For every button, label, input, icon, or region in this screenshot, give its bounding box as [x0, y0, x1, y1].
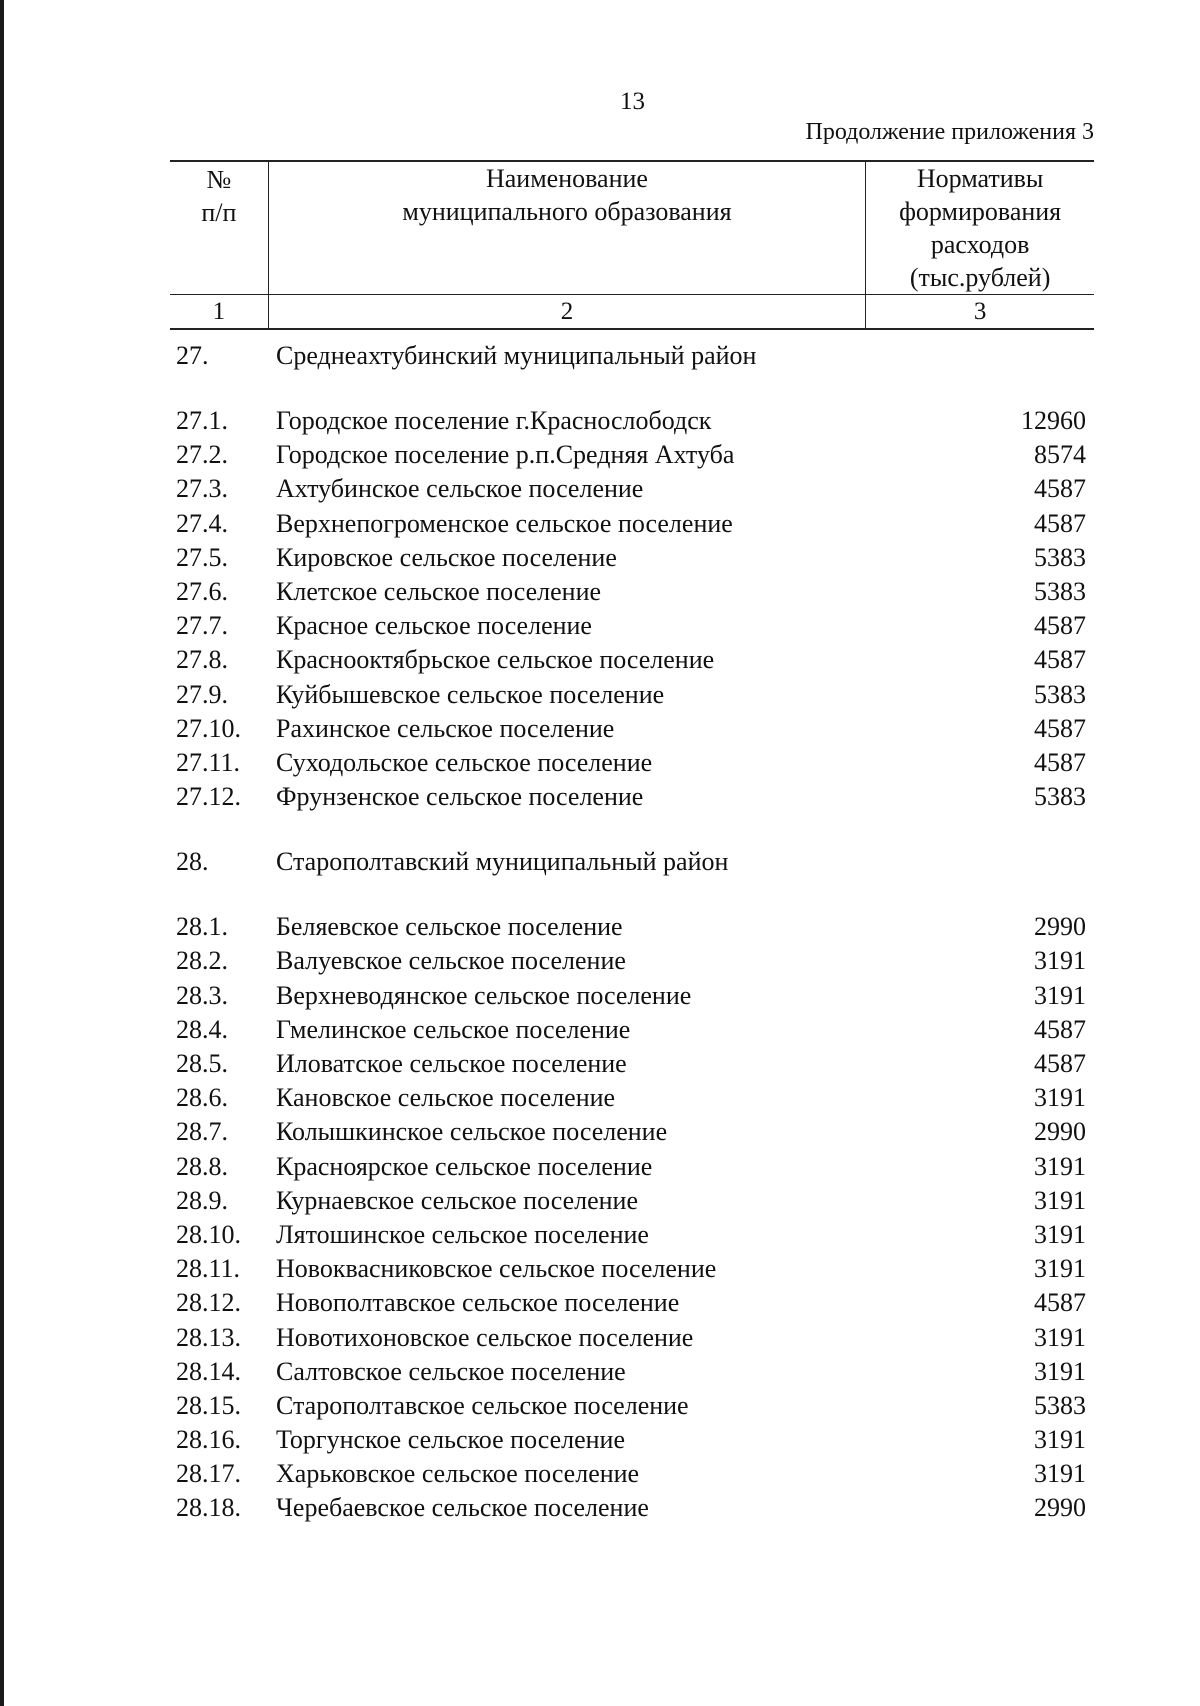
row-name: Куйбышевское сельское поселение — [276, 679, 665, 709]
table-row — [176, 472, 1086, 506]
appendix-note: Продолжение приложения 3 — [805, 119, 1094, 145]
row-name: Старополтавское сельское поселение — [276, 1390, 689, 1420]
row-number: 28.17. — [176, 1459, 241, 1489]
table-row — [176, 1115, 1086, 1149]
row-value: 3191 — [1034, 1185, 1086, 1215]
header-col-name-line: Наименование — [485, 164, 648, 193]
row-value: 5383 — [1034, 576, 1086, 606]
row-name: Новополтавское сельское поселение — [276, 1288, 680, 1318]
row-number: 28.14. — [176, 1356, 241, 1386]
table-row — [176, 746, 1086, 780]
table-row — [176, 1047, 1086, 1081]
row-value: 3191 — [1034, 1151, 1086, 1181]
district-row — [176, 339, 1086, 373]
header-col-name — [268, 161, 866, 295]
row-number: 28.18. — [176, 1493, 241, 1523]
section-gap — [176, 879, 1086, 910]
row-value: 3191 — [1034, 946, 1086, 976]
row-value: 2990 — [1034, 1117, 1086, 1147]
row-value: 4587 — [1034, 474, 1086, 504]
row-name: Новотихоновское сельское поселение — [276, 1322, 694, 1352]
row-number: 28.2. — [176, 946, 228, 976]
row-number: 28.13. — [176, 1322, 241, 1352]
row-value: 5383 — [1034, 679, 1086, 709]
district-title: Старополтавский муниципальный район — [276, 847, 729, 877]
row-name: Курнаевское сельское поселение — [276, 1185, 638, 1215]
row-number: 27.2. — [176, 440, 228, 470]
row-number: 27.12. — [176, 782, 241, 812]
row-name: Лятошинское сельское поселение — [276, 1219, 649, 1249]
table-row — [176, 1355, 1086, 1389]
row-name: Иловатское сельское поселение — [276, 1049, 627, 1078]
table-header — [170, 160, 1094, 330]
header-col-norms-line: формирования — [899, 197, 1062, 226]
table-row — [176, 404, 1086, 438]
header-row — [170, 161, 1094, 295]
row-value: 3191 — [1034, 1356, 1086, 1386]
row-number: 28.7. — [176, 1117, 228, 1147]
row-name: Верхневодянское сельское поселение — [276, 980, 692, 1010]
row-number: 27.9. — [176, 679, 228, 709]
row-name: Торгунское сельское поселение — [276, 1425, 625, 1455]
row-name: Салтовское сельское поселение — [276, 1356, 626, 1386]
row-name: Валуевское сельское поселение — [276, 946, 626, 976]
table-row — [176, 1389, 1086, 1423]
row-value: 5383 — [1034, 1390, 1086, 1420]
row-value: 12960 — [1021, 406, 1086, 435]
row-value: 4587 — [1034, 1288, 1086, 1318]
header-col-name-line: муниципального образования — [402, 197, 732, 226]
row-value: 3191 — [1034, 1459, 1086, 1489]
row-number: 27.11. — [176, 747, 241, 777]
table-row — [176, 1321, 1086, 1355]
table-row — [176, 712, 1086, 746]
row-value: 4587 — [1034, 645, 1086, 675]
row-name: Кировское сельское поселение — [276, 542, 617, 572]
table-row — [176, 438, 1086, 472]
page-number: 13 — [620, 88, 645, 115]
header-col-number-line: № — [206, 165, 232, 194]
table-row — [176, 1150, 1086, 1184]
table-row — [176, 575, 1086, 609]
row-number: 28.8. — [176, 1151, 228, 1181]
column-number: 2 — [268, 295, 866, 330]
row-value: 3191 — [1034, 1219, 1086, 1249]
row-value: 4587 — [1034, 611, 1086, 641]
scan-edge — [0, 0, 4, 1706]
row-value: 2990 — [1034, 1493, 1086, 1523]
row-value: 4587 — [1034, 713, 1086, 743]
row-value: 8574 — [1034, 440, 1086, 470]
row-name: Гмелинское сельское поселение — [276, 1014, 631, 1044]
row-number: 28.4. — [176, 1014, 228, 1044]
row-value: 3191 — [1034, 1322, 1086, 1352]
row-name: Фрунзенское сельское поселение — [276, 782, 644, 812]
table-row — [176, 541, 1086, 575]
column-number-row — [170, 295, 1094, 330]
row-name: Черебаевское сельское поселение — [276, 1493, 649, 1523]
table-row — [176, 1184, 1086, 1218]
row-number: 28.11. — [176, 1254, 241, 1284]
district-number: 28. — [176, 847, 209, 877]
row-name: Колышкинское сельское поселение — [276, 1117, 668, 1147]
row-value: 4587 — [1034, 747, 1086, 777]
row-number: 27.8. — [176, 645, 228, 675]
header-col-number — [170, 161, 268, 295]
row-value: 4587 — [1034, 1014, 1086, 1044]
table-row — [176, 678, 1086, 712]
district-title: Среднеахтубинский муниципальный район — [276, 341, 757, 370]
row-value: 2990 — [1034, 912, 1086, 942]
table-row — [176, 609, 1086, 643]
row-name: Красное сельское поселение — [276, 611, 592, 641]
row-value: 3191 — [1034, 980, 1086, 1010]
row-number: 27.3. — [176, 474, 228, 504]
table-row — [176, 910, 1086, 944]
section-gap — [176, 814, 1086, 845]
table-row — [176, 1218, 1086, 1252]
row-name: Городское поселение г.Краснослободск — [276, 406, 712, 435]
row-number: 28.16. — [176, 1425, 241, 1455]
header-col-number-line: п/п — [201, 198, 237, 227]
row-number: 27.5. — [176, 542, 228, 572]
row-name: Клетское сельское поселение — [276, 576, 602, 606]
table-row — [176, 1491, 1086, 1525]
row-name: Кановское сельское поселение — [276, 1083, 616, 1113]
row-name: Рахинское сельское поселение — [276, 713, 615, 743]
row-name: Верхнепогроменское сельское поселение — [276, 508, 733, 538]
table-row — [176, 1286, 1086, 1320]
row-number: 28.5. — [176, 1049, 228, 1078]
table-body — [176, 339, 1086, 1526]
row-number: 28.10. — [176, 1219, 241, 1249]
row-number: 27.1. — [176, 406, 228, 435]
row-value: 5383 — [1034, 542, 1086, 572]
row-name: Краснооктябрьское сельское поселение — [276, 645, 715, 675]
row-value: 5383 — [1034, 782, 1086, 812]
row-name: Ахтубинское сельское поселение — [276, 474, 644, 504]
header-col-norms — [866, 161, 1094, 295]
section-gap — [176, 373, 1086, 404]
district-number: 27. — [176, 341, 209, 370]
row-number: 27.10. — [176, 713, 241, 743]
table-row — [176, 1013, 1086, 1047]
row-value: 4587 — [1034, 508, 1086, 538]
row-name: Красноярское сельское поселение — [276, 1151, 653, 1181]
row-value: 3191 — [1034, 1083, 1086, 1113]
row-number: 27.4. — [176, 508, 228, 538]
table-row — [176, 1457, 1086, 1491]
row-number: 28.9. — [176, 1185, 228, 1215]
row-value: 3191 — [1034, 1254, 1086, 1284]
table-row — [176, 1423, 1086, 1457]
row-name: Городское поселение р.п.Средняя Ахтуба — [276, 440, 735, 470]
row-value: 3191 — [1034, 1425, 1086, 1455]
table-row — [176, 1081, 1086, 1115]
column-number: 3 — [866, 295, 1094, 330]
row-name: Новоквасниковское сельское поселение — [276, 1254, 717, 1284]
row-name: Беляевское сельское поселение — [276, 912, 623, 942]
row-number: 27.6. — [176, 576, 228, 606]
table-row — [176, 507, 1086, 541]
table-row — [176, 1252, 1086, 1286]
table-row — [176, 944, 1086, 978]
row-number: 27.7. — [176, 611, 228, 641]
table-row — [176, 979, 1086, 1013]
row-number: 28.15. — [176, 1390, 241, 1420]
row-number: 28.3. — [176, 980, 228, 1010]
row-number: 28.1. — [176, 912, 228, 942]
header-col-norms-line: Нормативы — [916, 164, 1044, 193]
row-name: Харьковское сельское поселение — [276, 1459, 640, 1489]
header-col-norms-line: расходов — [930, 230, 1030, 259]
header-col-norms-line: (тыс.рублей) — [909, 263, 1051, 292]
row-number: 28.6. — [176, 1083, 228, 1113]
row-name: Суходольское сельское поселение — [276, 747, 653, 777]
table-row — [176, 643, 1086, 677]
table-row — [176, 780, 1086, 814]
district-row — [176, 845, 1086, 879]
column-number: 1 — [170, 295, 268, 330]
row-value: 4587 — [1034, 1049, 1086, 1078]
row-number: 28.12. — [176, 1288, 241, 1318]
